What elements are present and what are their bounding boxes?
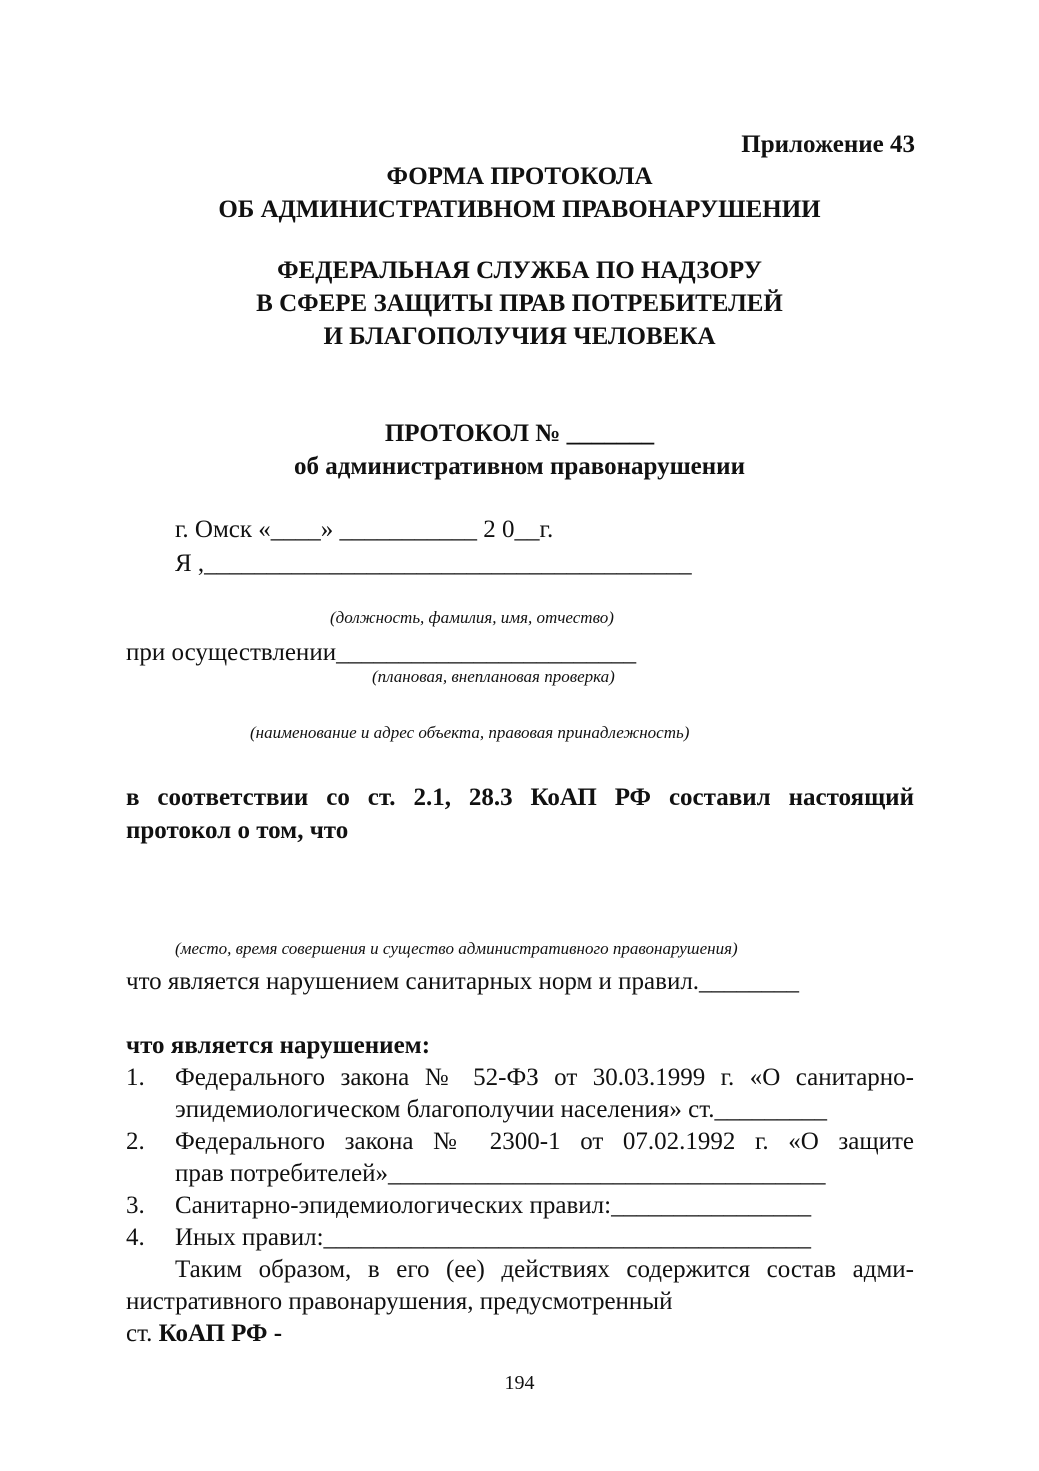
hint-inspection: (плановая, внеплановая проверка) bbox=[372, 667, 615, 686]
form-title-line-2: ОБ АДМИНИСТРАТИВНОМ ПРАВОНАРУШЕНИИ bbox=[218, 196, 821, 223]
list-item-2-line-2: прав потребителей»___________________________________ bbox=[175, 1160, 826, 1187]
hint-object: (наименование и адрес объекта, правовая принадлежность) bbox=[250, 723, 690, 742]
conclusion-line-1: Таким образом, в его (ее) действиях содержится состав адми- bbox=[175, 1256, 914, 1283]
article-line bbox=[126, 1321, 282, 1346]
protocol-title: ПРОТОКОЛ № _______ bbox=[384, 420, 655, 447]
conclusion-line-2: нистративного правонарушения, предусмотренный bbox=[126, 1288, 673, 1315]
list-item-1-line-1: Федерального закона № 52-ФЗ от 30.03.1999 г. «О санитарно- bbox=[175, 1064, 914, 1091]
agency-line-2: В СФЕРЕ ЗАЩИТЫ ПРАВ ПОТРЕБИТЕЛЕЙ bbox=[256, 290, 783, 317]
compiled-statement-line-1: в соответствии со ст. 2.1, 28.3 КоАП РФ составил настоящий bbox=[126, 784, 914, 811]
list-item-4-line-1: Иных правил:_______________________________________ bbox=[175, 1224, 812, 1251]
city-date-line: г. Омск «____» ___________ 2 0__г. bbox=[175, 516, 554, 543]
agency-line-3: И БЛАГОПОЛУЧИЯ ЧЕЛОВЕКА bbox=[323, 323, 716, 350]
page-number: 194 bbox=[504, 1372, 535, 1394]
list-item-number: 2. bbox=[126, 1128, 145, 1155]
list-item-number: 1. bbox=[126, 1064, 145, 1091]
list-item-number: 3. bbox=[126, 1192, 145, 1219]
list-item-1-line-2: эпидемиологическом благополучии населения» ст._________ bbox=[175, 1096, 827, 1123]
hint-violation: (место, время совершения и существо административного правонарушения) bbox=[175, 939, 738, 958]
article-prefix: ст. bbox=[126, 1320, 159, 1347]
hint-position: (должность, фамилия, имя, отчество) bbox=[330, 608, 614, 627]
inspector-line: Я ,_______________________________________ bbox=[175, 550, 692, 577]
agency-line-1: ФЕДЕРАЛЬНАЯ СЛУЖБА ПО НАДЗОРУ bbox=[277, 257, 762, 284]
appendix-label: Приложение 43 bbox=[741, 131, 915, 158]
article-code: КоАП РФ - bbox=[158, 1320, 283, 1347]
protocol-subtitle: об административном правонарушении bbox=[293, 453, 745, 480]
list-item-number: 4. bbox=[126, 1224, 145, 1251]
compiled-statement-line-2: протокол о том, что bbox=[126, 817, 349, 844]
list-item-2-line-1: Федерального закона № 2300-1 от 07.02.1992 г. «О защите bbox=[175, 1128, 914, 1155]
sanitary-violation-line: что является нарушением санитарных норм и правил.________ bbox=[126, 968, 800, 995]
form-title-line-1: ФОРМА ПРОТОКОЛА bbox=[386, 163, 653, 190]
violation-heading: что является нарушением: bbox=[126, 1032, 431, 1059]
inspection-type-line: при осуществлении________________________ bbox=[126, 639, 637, 666]
list-item-3-line-1: Санитарно-эпидемиологических правил:________________ bbox=[175, 1192, 812, 1219]
